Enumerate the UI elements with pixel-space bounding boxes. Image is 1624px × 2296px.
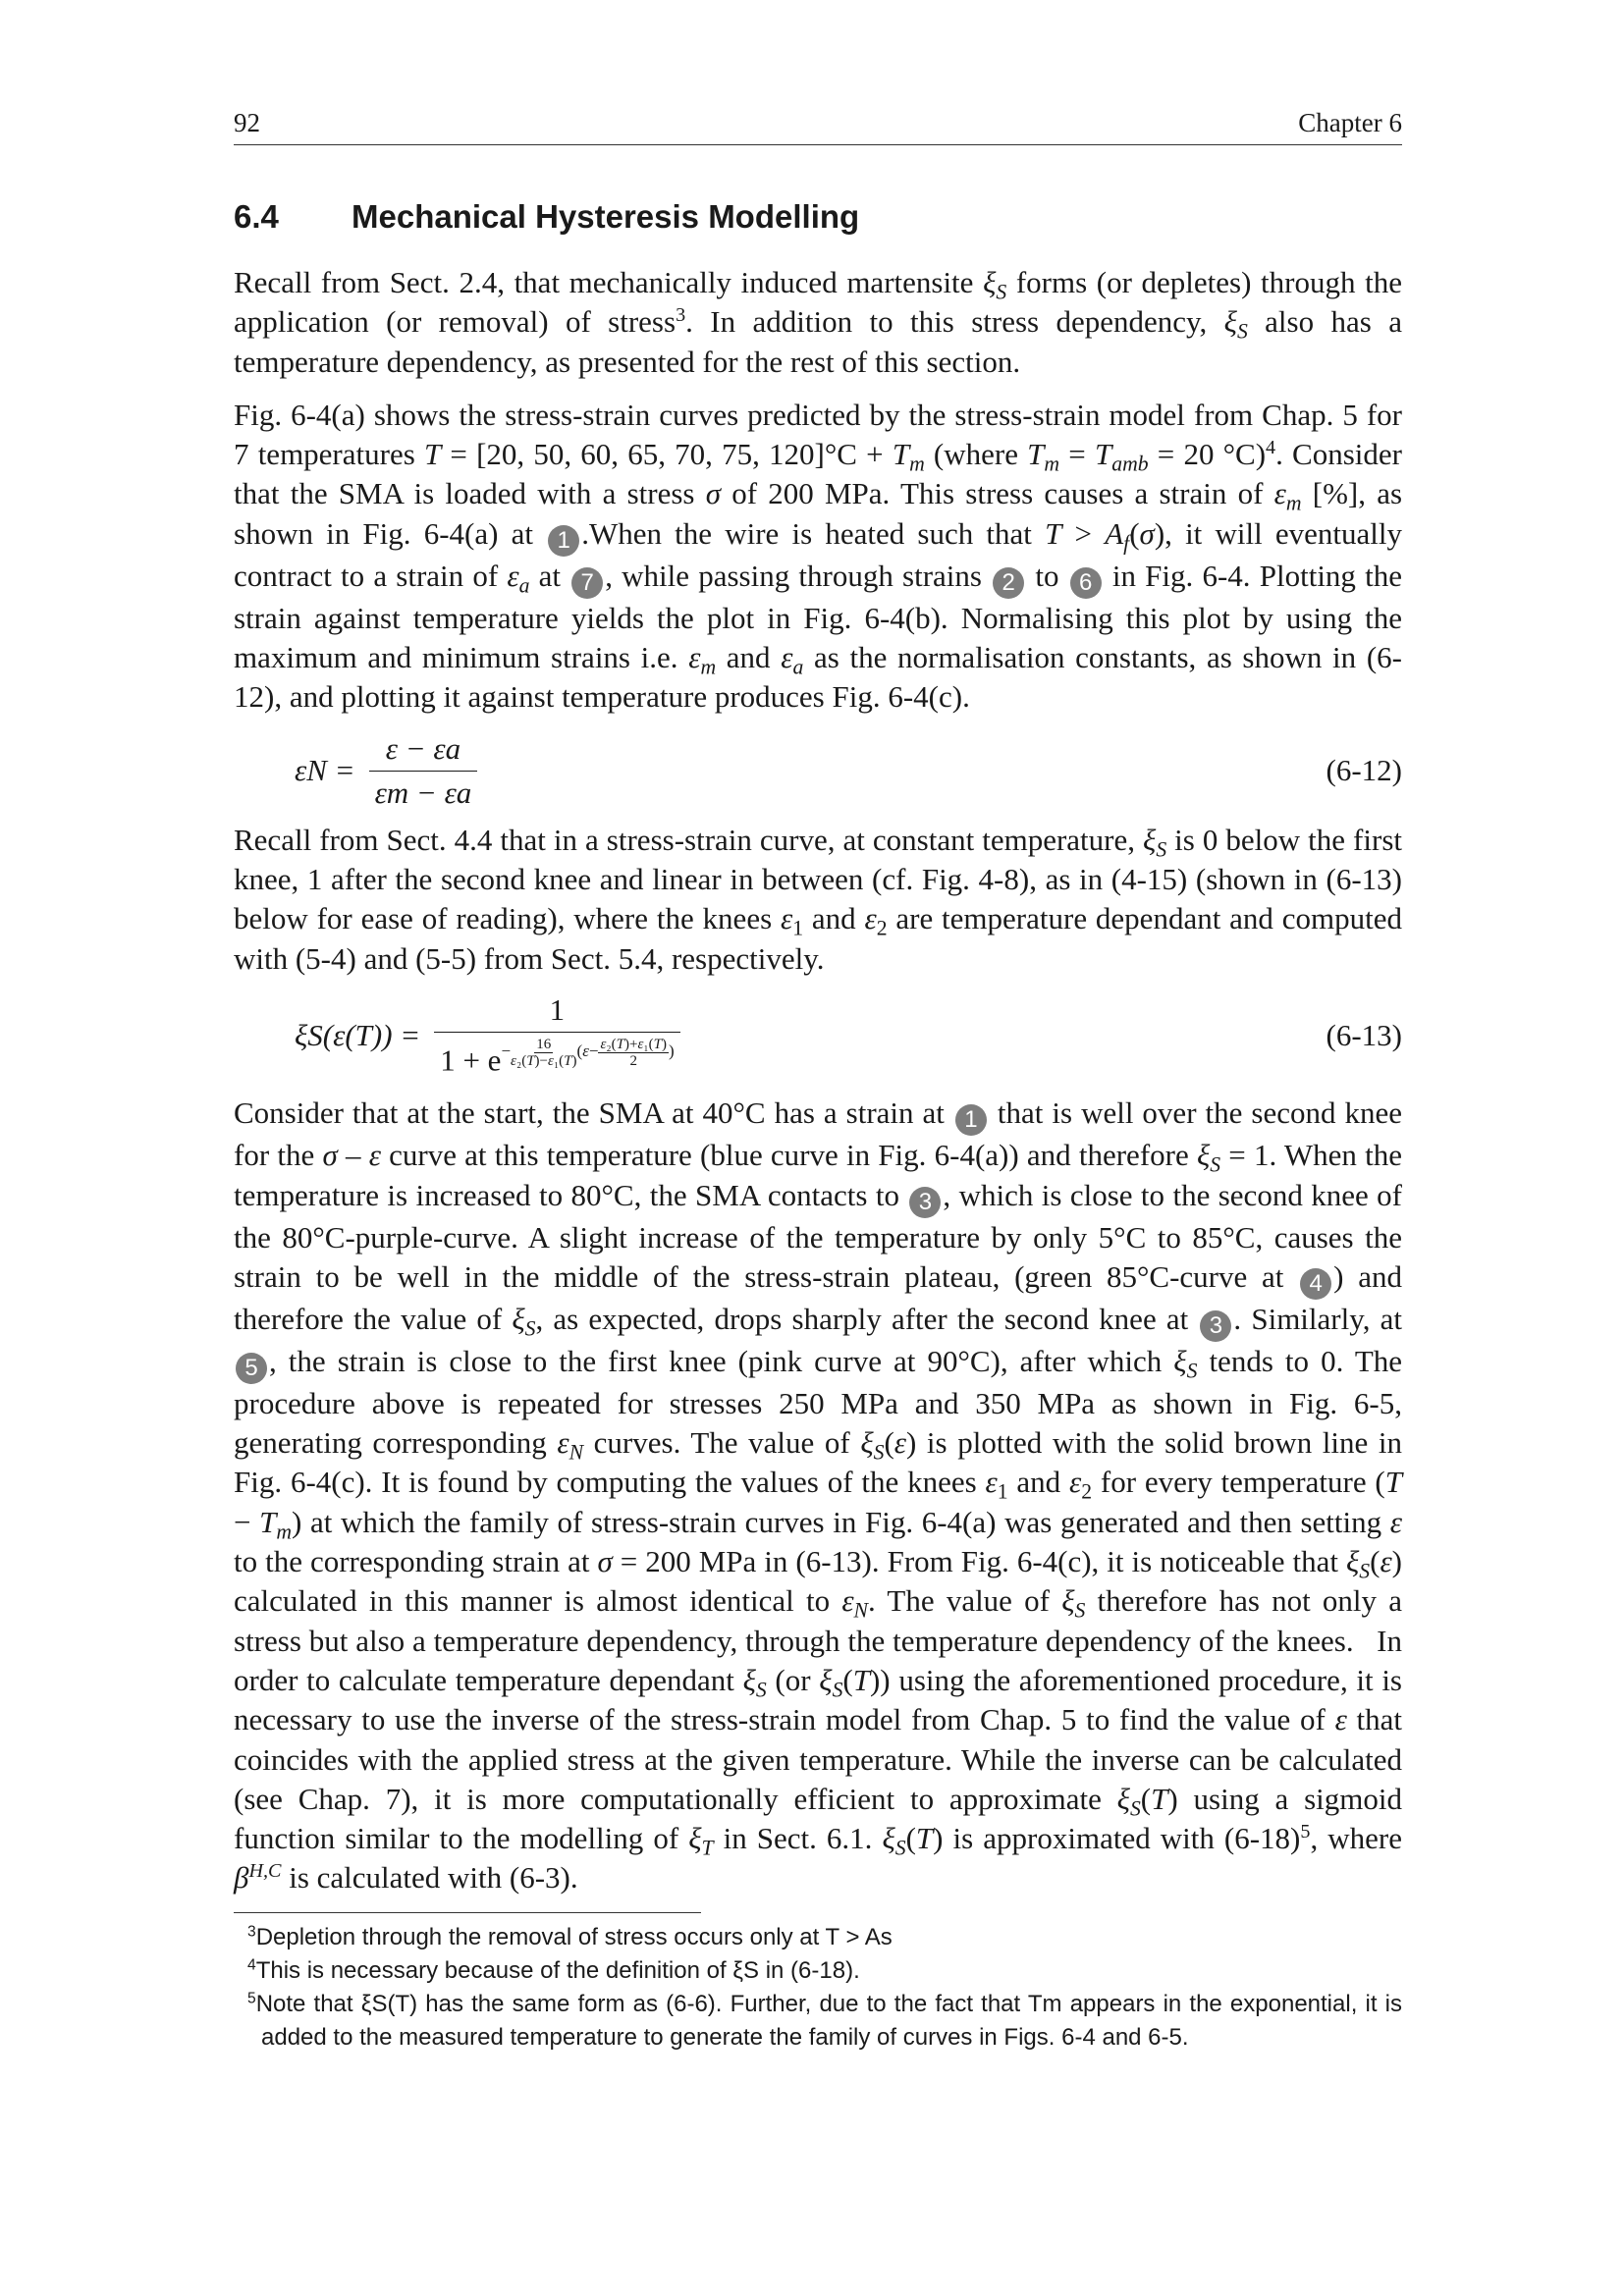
paragraph-4: Consider that at the start, the SMA at 40°C has a strain at 1 that is well over the second knee for the σ – ε curve at this temperature (blue curve in Fig. 6-4(a)) and therefore $\xi_S = 1$. When the temperature is increased to 80°C, the SMA contacts to 3 , which is close to the second knee of the 80°C-purple-curve. A slight increase of the temperature by only 5°C to 85°C, causes the strain to be well in the middle of the stress-strain plateau, (green 85°C-curve at 4 ) and therefore the value of $\xi_S$, as expected, drops sharply after the second knee at 3 . Similarly, at 5 , the strain is close to the first knee (pink curve at 90°C), after which $\xi_S$ tends to 0. The procedure above is repeated for stresses 250 MPa and 350 MPa as shown in Fig. 6-5, generating corresponding $\varepsilon_N$ curves. The value of $\xi_S(\varepsilon)$ is plotted with the solid brown line in Fig. 6-4(c). It is found by computing the values of the knees $\varepsilon_1$ and $\varepsilon_2$ for every temperature $(T - T_m)$ at which the family of stress-strain curves in Fig. 6-4(a) was generated and then setting ε to the corresponding strain at σ = 200 MPa in (6-13). From Fig. 6-4(c), it is noticeable that $\xi_S(\varepsilon)$ calculated in this manner is almost identical to $\varepsilon_N$. The value of $\xi_S$ therefore has not only a stress but also a temperature dependency, through the temperature dependency of the knees. In order to calculate temperature dependant $\xi_S$ (or $\xi_S(T)$) using the aforementioned procedure, it is necessary to use the inverse of the stress-strain model from Chap. 5 to find the value of ε that coincides with the applied stress at the given temperature. While the inverse can be calculated (see Chap. 7), it is more computationally efficient to approximate $\xi_S(T)$ using a sigmoid function similar to the modelling of $\xi_T$ in Sect. 6.1. $\xi_S(T)$ is approximated with $(6-18)^5$, where $\beta^{H,C}$ is calculated with (6-3). [234, 1095, 1403, 1896]
running-header [234, 108, 1402, 145]
paragraph-3: Recall from Sect. 4.4 that in a stress-strain curve, at constant temperature, $\xi_S$ is 0 below the first knee, 1 after the second knee and linear in between (cf. Fig. 4-8), as in (4-15) (shown in (6-13) below for ease of reading), where the knees $\varepsilon_1$ and $\varepsilon_2$ are temperature dependant and computed with (5-4) and (5-5) from Sect. 5.4, respectively. [234, 822, 1402, 976]
marker-1: 1 [548, 525, 579, 557]
page [234, 108, 1402, 2055]
footnote-rule [234, 1912, 701, 1913]
eq12-lhs: εN = [295, 753, 355, 788]
chapter-label: Chapter 6 [1298, 108, 1402, 137]
eq13-exponent: − 16 ε₂(T)−ε₁(T) (ε− ε₂(T)+ε₁(T) 2 ) [501, 1036, 675, 1069]
section-heading [234, 198, 1402, 236]
footnote-4-text: This is necessary because of the definition of ξS in (6-18). [255, 1956, 860, 1984]
footnote-3-text: Depletion through the removal of stress occurs only at T > As [255, 1923, 893, 1950]
eq13-numerator: 1 [549, 991, 566, 1027]
footnote-5-text: Note that ξS(T) has the same form as (6-6). Further, due to the fact that Tm appears in the exponential, it is added to the measured temperature to generate the family of curves in Figs. 6-4 and 6-5. [255, 1990, 1402, 2051]
section-number: 6.4 [234, 198, 279, 235]
marker-2: 2 [993, 567, 1024, 599]
eq12-fraction [369, 731, 478, 811]
page-number: 92 [234, 108, 260, 137]
eq12-label: (6-12) [1326, 753, 1402, 788]
footnote-4: $^4$This is necessary because of the definition of ξS in (6-18). [247, 1956, 860, 1984]
marker-5: 5 [236, 1353, 267, 1384]
footnote-3: $^3$Depletion through the removal of stress occurs only at T > As [247, 1923, 893, 1950]
footnotes [234, 1921, 1402, 2055]
marker-7: 7 [571, 567, 603, 599]
marker-3b: 3 [1200, 1310, 1231, 1342]
eq13-denominator-base: 1 + e [440, 1042, 502, 1078]
eq13-lhs: ξS(ε(T)) = [295, 1017, 421, 1052]
marker-4: 4 [1300, 1268, 1331, 1300]
equation-6-13 [234, 992, 1402, 1078]
eq12-numerator: ε − εa [385, 730, 461, 766]
paragraph-1: Recall from Sect. 2.4, that mechanically induced martensite $\xi_S$ forms (or depletes) through the application (or removal) of stress$^3$. In addition to this stress dependency, $\xi_S$ also has a temperature dependency, as presented for the rest of this section. [234, 265, 1402, 379]
eq13-denominator [434, 1032, 679, 1078]
footnote-5: $^5$Note that ξS(T) has the same form as (6-6). Further, due to the fact that Tm appears in the exponential, it is added to the measured temperature to generate the family of curves in Figs. 6-4 and 6-5. [247, 1990, 1402, 2051]
section-title: Mechanical Hysteresis Modelling [352, 198, 860, 235]
paragraph-2: Fig. 6-4(a) shows the stress-strain curves predicted by the stress-strain model from Chap. 5 for 7 temperatures T = [20, 50, 60, 65, 70, 75, $120]^\circ C + T_m$ (where $T_m = T_{amb} = 20$ °C)$^4$. Consider that the SMA is loaded with a stress σ of 200 MPa. This stress causes a strain of $\varepsilon_m$ [%], as shown in Fig. 6-4(a) at 1 .When the wire is heated such that $T > A_f(\sigma)$, it will eventually contract to a strain of $\varepsilon_a$ at 7 , while passing through strains 2 to 6 in Fig. 6-4. Plotting the strain against temperature yields the plot in Fig. 6-4(b). Normalising this plot by using the maximum and minimum strains i.e. $\varepsilon_m$ and $\varepsilon_a$ as the normalisation constants, as shown in (6-12), and plotting it against temperature produces Fig. 6-4(c). [234, 397, 1403, 715]
marker-6: 6 [1070, 567, 1102, 599]
eq13-label: (6-13) [1326, 1017, 1402, 1052]
eq12-denominator: εm − εa [369, 771, 478, 811]
eq13-fraction [434, 992, 679, 1078]
marker-3: 3 [909, 1187, 941, 1218]
equation-6-12 [234, 731, 1402, 811]
marker-1b: 1 [955, 1104, 987, 1136]
